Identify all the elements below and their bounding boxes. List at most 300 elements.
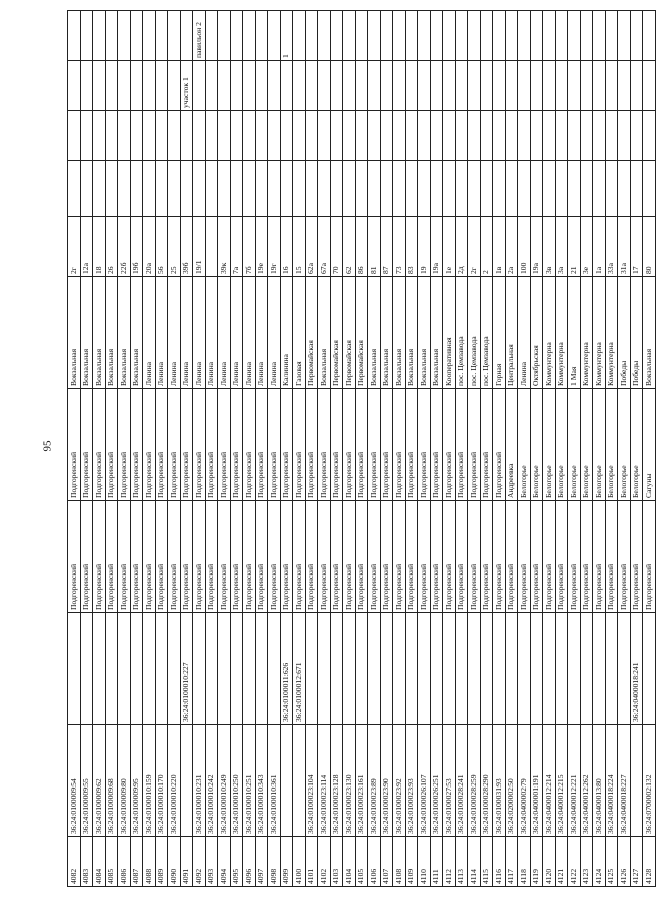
table-cell: [618, 111, 631, 161]
table-cell: 31а: [618, 217, 631, 277]
table-cell: 36:24:0100010:250: [230, 725, 243, 837]
table-cell: [430, 11, 443, 61]
table-cell: 36:24:0100009:95: [130, 725, 143, 837]
table-cell: 36:24:0400002:79: [518, 725, 531, 837]
table-row: [93, 11, 106, 887]
table-cell: [430, 161, 443, 217]
table-cell: [180, 161, 193, 217]
table-cell: Вокзальная: [318, 277, 331, 389]
table-cell: Подгоренский: [480, 501, 493, 613]
table-cell: Вокзальная: [368, 277, 381, 389]
table-cell: [443, 161, 456, 217]
table-cell: 4098: [268, 837, 281, 887]
table-cell: [580, 11, 593, 61]
table-cell: Подгоренский: [430, 501, 443, 613]
table-cell: [105, 613, 118, 725]
table-cell: 4096: [243, 837, 256, 887]
table-cell: [205, 613, 218, 725]
table-cell: Подгоренский: [193, 501, 206, 613]
table-cell: пос. Цемзавода: [468, 277, 481, 389]
table-row: [230, 11, 243, 887]
table-cell: [343, 111, 356, 161]
table-row: [80, 11, 93, 887]
table-cell: Калинина: [280, 277, 293, 389]
table-cell: [243, 61, 256, 111]
table-cell: [293, 111, 306, 161]
table-cell: [493, 61, 506, 111]
table-cell: 36:24:0100028:290: [480, 725, 493, 837]
table-cell: [493, 111, 506, 161]
table-cell: 4097: [255, 837, 268, 887]
table-cell: [143, 11, 156, 61]
table-cell: Победы: [618, 277, 631, 389]
table-cell: [418, 613, 431, 725]
table-cell: 18: [93, 217, 106, 277]
table-cell: Подгоренский: [330, 389, 343, 501]
table-row: [205, 11, 218, 887]
table-cell: [255, 161, 268, 217]
table-row: [455, 11, 468, 887]
table-cell: Подгоренский: [255, 389, 268, 501]
table-cell: [530, 61, 543, 111]
table-cell: [543, 61, 556, 111]
table-cell: 36:24:0400018:224: [605, 725, 618, 837]
table-cell: 36:24:0100010:251: [243, 725, 256, 837]
table-cell: Подгоренский: [305, 389, 318, 501]
table-cell: Газовая: [293, 277, 306, 389]
table-cell: 36:24:0100023:104: [305, 725, 318, 837]
table-cell: Кооперативная: [443, 277, 456, 389]
table-cell: 26: [105, 217, 118, 277]
table-row: [605, 11, 618, 887]
table-row: [118, 11, 131, 887]
table-cell: Ленина: [243, 277, 256, 389]
table-cell: [480, 613, 493, 725]
table-row: [218, 11, 231, 887]
table-cell: 4113: [455, 837, 468, 887]
table-cell: [405, 613, 418, 725]
table-cell: 19а: [530, 217, 543, 277]
table-cell: Андреевка: [505, 389, 518, 501]
table-cell: 62: [343, 217, 356, 277]
table-cell: [130, 613, 143, 725]
table-cell: 36:24:0100023:161: [355, 725, 368, 837]
table-cell: Подгоренский: [168, 501, 181, 613]
table-cell: 36:24:0100009:55: [80, 725, 93, 837]
table-cell: Подгоренский: [68, 501, 81, 613]
table-cell: [518, 111, 531, 161]
table-cell: Коммунтерна: [593, 277, 606, 389]
table-row: [618, 11, 631, 887]
table-cell: 2: [480, 217, 493, 277]
table-cell: Подгоренский: [230, 389, 243, 501]
table-cell: 4110: [418, 837, 431, 887]
table-cell: [455, 613, 468, 725]
table-cell: [118, 111, 131, 161]
table-cell: [168, 11, 181, 61]
table-cell: 36:24:0100010:361: [268, 725, 281, 837]
table-cell: [430, 111, 443, 161]
table-cell: [630, 161, 643, 217]
table-cell: [205, 111, 218, 161]
table-cell: 4109: [405, 837, 418, 887]
table-row: [143, 11, 156, 887]
table-cell: Белогорье: [593, 389, 606, 501]
table-cell: [405, 161, 418, 217]
table-cell: [518, 613, 531, 725]
table-cell: Подгоренский: [318, 501, 331, 613]
table-cell: 36:24:0100028:241: [455, 725, 468, 837]
table-cell: [618, 161, 631, 217]
table-cell: [318, 11, 331, 61]
table-cell: [443, 61, 456, 111]
table-cell: пос. Цемзавода: [455, 277, 468, 389]
table-cell: 36:24:0100023:93: [405, 725, 418, 837]
table-cell: Подгоренский: [118, 389, 131, 501]
table-cell: Вокзальная: [118, 277, 131, 389]
table-cell: Ленина: [143, 277, 156, 389]
table-cell: [368, 61, 381, 111]
table-cell: Первомайская: [330, 277, 343, 389]
table-cell: 4094: [218, 837, 231, 887]
table-cell: [80, 61, 93, 111]
table-cell: [605, 161, 618, 217]
table-cell: 36:24:0100011:626: [280, 613, 293, 725]
table-cell: 4124: [593, 837, 606, 887]
table-cell: 2д: [455, 217, 468, 277]
table-cell: [268, 61, 281, 111]
table-cell: [630, 111, 643, 161]
table-cell: Подгоренский: [305, 501, 318, 613]
table-cell: 4122: [568, 837, 581, 887]
table-cell: 15: [293, 217, 306, 277]
table-cell: 4117: [505, 837, 518, 887]
table-cell: [68, 613, 81, 725]
table-cell: [580, 111, 593, 161]
table-cell: [630, 725, 643, 837]
table-cell: Горная: [493, 277, 506, 389]
table-cell: 36:24:0200002:50: [505, 725, 518, 837]
table-cell: Подгоренский: [218, 389, 231, 501]
table-row: [193, 11, 206, 887]
table-cell: [318, 61, 331, 111]
table-cell: [255, 11, 268, 61]
table-cell: 4128: [643, 837, 656, 887]
table-cell: [468, 613, 481, 725]
table-cell: 4100: [293, 837, 306, 887]
table-cell: 2г: [468, 217, 481, 277]
table-cell: [343, 613, 356, 725]
table-cell: 3а: [555, 217, 568, 277]
table-cell: [255, 111, 268, 161]
table-row: [405, 11, 418, 887]
table-row: [543, 11, 556, 887]
table-cell: [580, 161, 593, 217]
table-cell: 3в: [543, 217, 556, 277]
table-row: [130, 11, 143, 887]
table-row: [530, 11, 543, 887]
table-cell: [380, 11, 393, 61]
table-cell: Подгоренский: [355, 501, 368, 613]
table-cell: 39к: [218, 217, 231, 277]
table-row: [293, 11, 306, 887]
table-cell: [218, 161, 231, 217]
table-cell: 4084: [93, 837, 106, 887]
table-cell: Подгоренский: [380, 389, 393, 501]
table-row: [155, 11, 168, 887]
table-cell: [130, 11, 143, 61]
table-cell: Подгоренский: [93, 501, 106, 613]
table-cell: Подгоренский: [443, 501, 456, 613]
table-cell: [330, 11, 343, 61]
table-cell: [443, 11, 456, 61]
table-cell: [355, 613, 368, 725]
table-row: [368, 11, 381, 887]
table-cell: [418, 11, 431, 61]
table-cell: 81: [368, 217, 381, 277]
table-cell: 4104: [343, 837, 356, 887]
table-cell: 4089: [155, 837, 168, 887]
table-cell: 36:24:0100010:220: [168, 725, 181, 837]
table-cell: [455, 111, 468, 161]
table-row: [480, 11, 493, 887]
table-row: [318, 11, 331, 887]
table-cell: 25: [168, 217, 181, 277]
table-cell: 36:24:0400018:227: [618, 725, 631, 837]
table-cell: Коммунтерна: [605, 277, 618, 389]
table-cell: [168, 111, 181, 161]
table-cell: [493, 613, 506, 725]
table-cell: Вокзальная: [93, 277, 106, 389]
table-cell: [468, 111, 481, 161]
table-cell: [468, 11, 481, 61]
table-cell: 2а: [505, 217, 518, 277]
table-row: [418, 11, 431, 887]
table-cell: 4107: [380, 837, 393, 887]
table-cell: 16: [280, 217, 293, 277]
table-cell: 36:24:0100031:93: [493, 725, 506, 837]
table-cell: 1а: [593, 217, 606, 277]
table-cell: 100: [518, 217, 531, 277]
table-cell: [430, 613, 443, 725]
table-cell: [555, 613, 568, 725]
table-cell: 36:24:0100027:53: [443, 725, 456, 837]
table-cell: Подгоренский: [93, 389, 106, 501]
table-cell: [243, 11, 256, 61]
table-cell: [418, 61, 431, 111]
table-cell: 36:24:0100009:68: [105, 725, 118, 837]
table-row: [168, 11, 181, 887]
table-cell: [218, 613, 231, 725]
table-row: [580, 11, 593, 887]
table-cell: 4120: [543, 837, 556, 887]
table-cell: Подгоренский: [380, 501, 393, 613]
table-cell: 7а: [230, 217, 243, 277]
table-cell: [530, 161, 543, 217]
table-row: [468, 11, 481, 887]
table-cell: Подгоренский: [155, 501, 168, 613]
table-cell: 4085: [105, 837, 118, 887]
table-cell: [305, 61, 318, 111]
table-cell: Подгоренский: [505, 501, 518, 613]
table-cell: 20а: [143, 217, 156, 277]
table-cell: 36:24:0100009:80: [118, 725, 131, 837]
table-cell: Подгоренский: [80, 501, 93, 613]
table-cell: Белогорье: [605, 389, 618, 501]
table-cell: [105, 61, 118, 111]
table-cell: [355, 61, 368, 111]
table-cell: [518, 161, 531, 217]
table-cell: 1в: [493, 217, 506, 277]
table-cell: Ленина: [255, 277, 268, 389]
table-cell: Подгоренский: [205, 389, 218, 501]
table-cell: [343, 61, 356, 111]
table-cell: Подгоренский: [355, 389, 368, 501]
table-cell: 83: [405, 217, 418, 277]
table-row: [430, 11, 443, 887]
table-cell: [293, 161, 306, 217]
table-row: [643, 11, 656, 887]
table-cell: Подгоренский: [268, 389, 281, 501]
table-cell: 4111: [430, 837, 443, 887]
table-cell: 4105: [355, 837, 368, 887]
table-cell: [118, 613, 131, 725]
table-cell: Вокзальная: [130, 277, 143, 389]
table-cell: Подгоренский: [230, 501, 243, 613]
table-cell: Ленина: [268, 277, 281, 389]
table-cell: [68, 61, 81, 111]
table-cell: 73: [393, 217, 406, 277]
table-cell: [118, 161, 131, 217]
table-cell: Вокзальная: [80, 277, 93, 389]
table-row: [280, 11, 293, 887]
table-cell: [93, 111, 106, 161]
table-cell: 4091: [180, 837, 193, 887]
table-cell: [93, 161, 106, 217]
table-cell: [118, 61, 131, 111]
table-cell: 4092: [193, 837, 206, 887]
table-row: [343, 11, 356, 887]
table-cell: 4108: [393, 837, 406, 887]
table-cell: Подгоренский: [330, 501, 343, 613]
table-cell: Подгоренский: [618, 501, 631, 613]
table-cell: [593, 161, 606, 217]
table-cell: [543, 111, 556, 161]
table-cell: [80, 161, 93, 217]
table-cell: Ленина: [180, 277, 193, 389]
table-cell: 36:24:0100026:107: [418, 725, 431, 837]
table-cell: [543, 161, 556, 217]
table-cell: Вокзальная: [643, 277, 656, 389]
table-cell: Вокзальная: [405, 277, 418, 389]
table-cell: 4090: [168, 837, 181, 887]
table-cell: [418, 161, 431, 217]
table-cell: [93, 11, 106, 61]
table-cell: Вокзальная: [393, 277, 406, 389]
table-cell: Подгоренский: [405, 501, 418, 613]
table-cell: 22б: [118, 217, 131, 277]
table-cell: 4121: [555, 837, 568, 887]
table-cell: Подгоренский: [280, 389, 293, 501]
table-cell: Подгоренский: [580, 501, 593, 613]
table-cell: 4116: [493, 837, 506, 887]
table-cell: Подгоренский: [468, 501, 481, 613]
table-cell: участок 1: [180, 61, 193, 111]
table-cell: [230, 111, 243, 161]
table-cell: 4127: [630, 837, 643, 887]
table-cell: [605, 11, 618, 61]
table-cell: [593, 11, 606, 61]
table-cell: [143, 613, 156, 725]
table-cell: Подгоренский: [480, 389, 493, 501]
table-cell: [643, 61, 656, 111]
table-cell: 4103: [330, 837, 343, 887]
table-row: [493, 11, 506, 887]
table-cell: Победы: [630, 277, 643, 389]
table-cell: [243, 613, 256, 725]
table-cell: [68, 161, 81, 217]
table-cell: 36:24:0100010:231: [193, 725, 206, 837]
table-cell: [143, 111, 156, 161]
table-cell: [330, 613, 343, 725]
table-cell: Подгоренский: [118, 501, 131, 613]
rotated-table-container: [67, 11, 653, 887]
table-cell: Коммунтерна: [555, 277, 568, 389]
table-cell: 36:24:0100010:343: [255, 725, 268, 837]
table-cell: 33а: [605, 217, 618, 277]
table-cell: [255, 613, 268, 725]
table-cell: [330, 61, 343, 111]
table-cell: 36:24:0100023:114: [318, 725, 331, 837]
cadastral-table: [67, 10, 656, 887]
table-cell: [618, 613, 631, 725]
table-cell: Ленина: [193, 277, 206, 389]
table-cell: [543, 11, 556, 61]
table-cell: Подгоренский: [318, 389, 331, 501]
table-cell: Подгоренский: [530, 501, 543, 613]
table-cell: 36:24:0100026:251: [430, 725, 443, 837]
table-cell: Подгоренский: [155, 389, 168, 501]
table-cell: [530, 111, 543, 161]
table-row: [593, 11, 606, 887]
table-cell: [293, 61, 306, 111]
table-cell: [618, 61, 631, 111]
table-cell: [255, 61, 268, 111]
table-cell: [305, 111, 318, 161]
table-row: [180, 11, 193, 887]
table-row: [380, 11, 393, 887]
table-cell: Подгоренский: [143, 501, 156, 613]
table-cell: 36:24:0100023:89: [368, 725, 381, 837]
table-cell: 36:24:0100023:90: [380, 725, 393, 837]
table-cell: Белогорье: [630, 389, 643, 501]
table-cell: [593, 613, 606, 725]
table-cell: 19/1: [193, 217, 206, 277]
table-cell: Подгоренский: [555, 501, 568, 613]
table-cell: 36:24:0100023:130: [343, 725, 356, 837]
table-cell: [268, 613, 281, 725]
table-cell: [368, 613, 381, 725]
table-cell: Подгоренский: [605, 501, 618, 613]
table-cell: Подгоренский: [293, 389, 306, 501]
table-cell: [418, 111, 431, 161]
table-cell: [330, 161, 343, 217]
table-cell: [455, 61, 468, 111]
table-cell: [580, 61, 593, 111]
table-cell: Подгоренский: [193, 389, 206, 501]
table-cell: [555, 161, 568, 217]
table-cell: 4126: [618, 837, 631, 887]
